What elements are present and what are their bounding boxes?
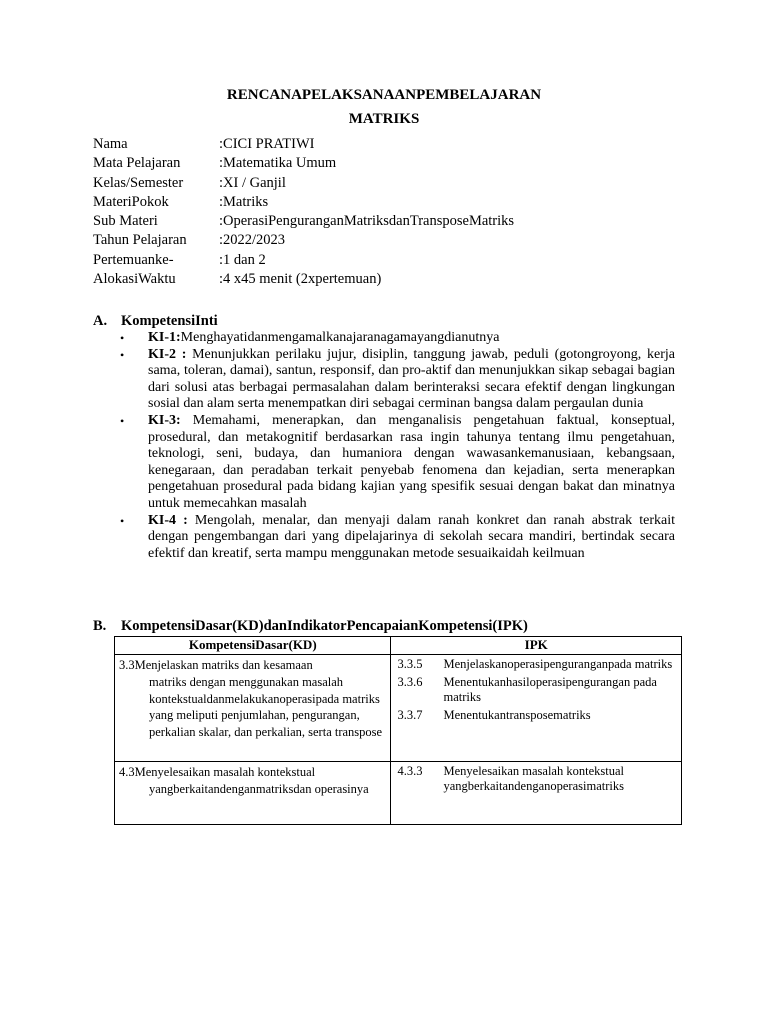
column-header-kd: KompetensiDasar(KD): [115, 637, 391, 655]
section-letter: A.: [93, 313, 108, 329]
section-b-heading: [93, 617, 528, 635]
bullet-icon: •: [120, 331, 125, 345]
ki-code: KI-1:: [148, 330, 181, 345]
info-row: [93, 174, 514, 193]
info-label: Nama: [93, 136, 128, 152]
ki-code: KI-2 :: [148, 346, 187, 362]
column-header-ipk: IPK: [391, 637, 682, 655]
ki-code: KI-3:: [148, 412, 181, 428]
kd-cell: [115, 655, 391, 762]
kd-first-line: 3.3Menjelaskan matriks dan kesamaan: [119, 658, 313, 672]
info-row: [93, 212, 514, 231]
ipk-text: Menentukanhasiloperasipengurangan pada matriks: [443, 675, 657, 704]
info-row: [93, 270, 514, 289]
info-label: Tahun Pelajaran: [93, 232, 187, 249]
ipk-code: 4.3.3: [397, 764, 423, 778]
section-title: KompetensiDasar(KD)danIndikatorPencapaianKompetensi(IPK): [121, 618, 528, 634]
kd-ipk-table: [114, 636, 682, 825]
info-row: [93, 251, 514, 270]
ki-text: Memahami, menerapkan, dan menganalisis pengetahuan faktual, konseptual, prosedural, dan metakognitif berdasarkan rasa ingin tahunya tentang ilmu pengetahuan, teknologi, seni, budaya, dan humaniora dengan wawasankemanusiaan, kebangsaan, kenegaraan, dan peradaban terkait penyebab fenomena dan kejadian, serta menerapkan pengetahuan prosedural pada bidang kajian yang spesifik sesuai dengan bakat dan minatnya untuk memecahkan masalah: [148, 412, 675, 511]
bullet-icon: •: [120, 347, 125, 362]
ipk-cell: [391, 762, 682, 825]
ipk-text: Menjelaskanoperasipenguranganpada matriks: [443, 657, 673, 671]
ki-code: KI-4 :: [148, 512, 188, 528]
info-value: :XI / Ganjil: [219, 174, 286, 191]
kd-cell: [115, 762, 391, 825]
info-block: [93, 135, 514, 289]
ki-text: Mengolah, menalar, dan menyaji dalam ranah konkret dan ranah abstrak terkait dengan pengembangan dari yang dipelajarinya di sekolah secara mandiri, bertindak secara efektif dan kreatif, serta mampu menggunakan metode sesuaikaidah keilmuan: [148, 512, 675, 561]
ki-list: [120, 330, 675, 562]
ipk-cell: [391, 655, 682, 762]
ipk-text: Menyelesaikan masalah kontekstual yangberkaitandenganoperasimatriks: [443, 764, 624, 793]
info-value: :2022/2023: [219, 232, 286, 249]
list-item: [120, 330, 675, 347]
table-header-row: [115, 637, 682, 655]
table-row: [115, 762, 682, 825]
info-value: :4 x45 menit (2xpertemuan): [219, 271, 382, 288]
table-row: [115, 655, 682, 762]
info-label: MateriPokok: [93, 193, 169, 210]
list-item: [120, 513, 675, 563]
info-label: AlokasiWaktu: [93, 271, 176, 288]
info-value: :Matriks: [219, 193, 269, 210]
info-row: [93, 231, 514, 250]
info-row: [93, 154, 514, 173]
kd-first-line: 4.3Menyelesaikan masalah kontekstual: [119, 765, 316, 779]
ipk-code: 3.3.5: [397, 657, 423, 671]
bullet-icon: •: [120, 413, 125, 428]
info-value: :Matematika Umum: [219, 155, 337, 172]
list-item: [397, 675, 677, 705]
list-item: [120, 347, 675, 413]
section-title: KompetensiInti: [121, 313, 218, 329]
list-item: [397, 764, 677, 794]
document-title: RENCANAPELAKSANAANPEMBELAJARAN: [226, 87, 542, 103]
info-value: :1 dan 2: [219, 251, 266, 268]
info-label: Sub Materi: [93, 213, 158, 230]
info-label: Pertemuanke-: [93, 251, 174, 268]
list-item: [397, 657, 677, 672]
info-value: :CICI PRATIWI: [219, 136, 315, 152]
ki-text: Menunjukkan perilaku jujur, disiplin, tanggung jawab, peduli (gotongroyong, kerja sama, toleran, damai), santun, responsif, dan pro-aktif dan menunjukkan sikap sebagai bagian dari solusi atas berbagai permasalahan dalam berinteraksi secara efektif dengan lingkungan sosial dan alam serta menempatkan diri sebagai cerminan bangsa dalam pergaulan dunia: [148, 346, 675, 412]
list-item: [397, 708, 677, 723]
document-subtitle: MATRIKS: [348, 111, 420, 127]
ki-text: Menghayatidanmengamalkanajaranagamayangdianutnya: [180, 330, 500, 345]
info-label: Kelas/Semester: [93, 174, 184, 191]
kd-rest-text: matriks dengan menggunakan masalah kontekstualdanmelakukanoperasipada matriks yang meliputi penjumlahan, pengurangan, perkalian skalar, dan perkalian, serta transpose: [149, 674, 383, 740]
ipk-text: Menentukantransposematriks: [443, 708, 591, 722]
list-item: [120, 413, 675, 513]
section-letter: B.: [93, 618, 107, 634]
bullet-icon: •: [120, 513, 125, 528]
ipk-code: 3.3.7: [397, 708, 423, 722]
info-label: Mata Pelajaran: [93, 155, 181, 172]
ipk-code: 3.3.6: [397, 675, 423, 689]
info-value: :OperasiPenguranganMatriksdanTransposeMatriks: [219, 213, 515, 230]
info-row: [93, 193, 514, 212]
kd-rest-text: yangberkaitandenganmatriksdan operasinya: [149, 781, 369, 796]
info-row: [93, 135, 514, 154]
section-a-heading: [93, 312, 218, 330]
